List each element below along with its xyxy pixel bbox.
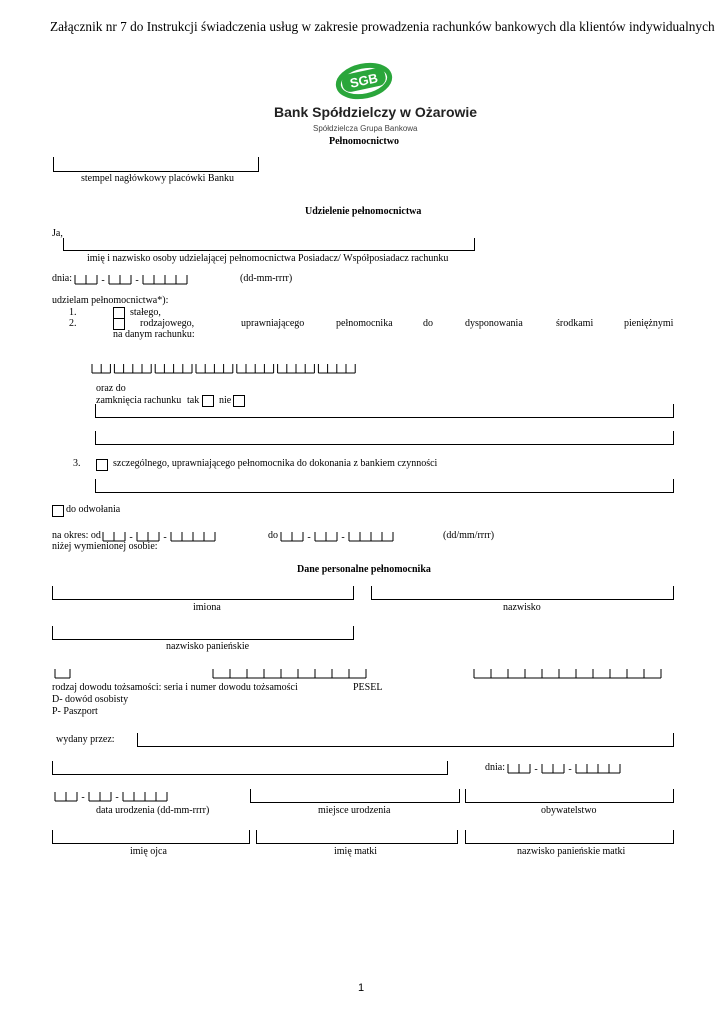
issuer-extra-field[interactable] [52, 761, 448, 775]
issue-date-cells[interactable] [508, 762, 673, 774]
bank-name: Bank Spółdzielczy w Ożarowie [274, 104, 478, 120]
first-names-caption: imiona [193, 602, 221, 613]
stamp-field[interactable] [53, 157, 259, 172]
opt2-extra-field-1[interactable] [95, 404, 674, 418]
grant-label: udzielam pełnomocnictwa*): [52, 295, 169, 306]
annex-title: Załącznik nr 7 do Instrukcji świadczenia usług w zakresie prowadzenia rachunków bankowych dla klientów indywidualnych [50, 19, 715, 34]
opt2-cont: na danym rachunku: [113, 329, 195, 340]
opt2-extra-field-2[interactable] [95, 431, 674, 445]
opt2-word: do [423, 318, 433, 329]
stamp-caption: stempel nagłówkowy placówki Banku [81, 173, 235, 184]
period-format: (dd/mm/rrrr) [443, 530, 495, 541]
period-label: na okres: od [52, 530, 101, 541]
opt1-num: 1. [69, 307, 77, 318]
maiden-name-caption: nazwisko panieńskie [166, 641, 250, 652]
period-to-label: do [268, 530, 278, 541]
section2-title: Dane personalne pełnomocnika [297, 564, 431, 575]
tak-label: tak [187, 395, 200, 406]
cell-separator: - [341, 532, 345, 543]
cell-separator: - [81, 792, 85, 803]
cell-separator: - [163, 532, 167, 543]
grantor-name-field[interactable] [63, 238, 475, 251]
opt2-word: uprawniającego [241, 318, 305, 329]
group-name: Spółdzielcza Grupa Bankowa [313, 124, 418, 133]
issued-by-field[interactable] [137, 733, 674, 747]
mother-maiden-caption: nazwisko panieńskie matki [517, 846, 626, 857]
sgb-logo-icon [334, 62, 394, 104]
oraz-do: oraz do [96, 383, 126, 394]
father-name-field[interactable] [52, 830, 250, 844]
id-p-label: P- Paszport [52, 706, 98, 717]
logo-abbr: SGB [348, 70, 380, 91]
close-account-label: zamknięcia rachunku [96, 395, 182, 406]
birth-date-cells[interactable] [55, 790, 220, 802]
opt3-text: szczególnego, uprawniającego pełnomocnika do dokonania z bankiem czynności [113, 458, 438, 469]
birth-date-caption: data urodzenia (dd-mm-rrrr) [96, 805, 210, 816]
period-to-cells[interactable] [281, 530, 446, 542]
first-names-field[interactable] [52, 586, 354, 600]
grant-date-cells[interactable] [75, 273, 240, 285]
opt2-word: pełnomocnika [336, 318, 393, 329]
id-number-cells[interactable] [213, 667, 373, 679]
opt2-word: rodzajowego, [140, 318, 195, 329]
opt3-field[interactable] [95, 479, 674, 493]
opt3-checkbox[interactable] [96, 459, 108, 471]
cell-separator: - [307, 532, 311, 543]
opt3-num: 3. [73, 458, 81, 469]
cell-separator: - [101, 275, 105, 286]
issue-date-label: dnia: [485, 762, 505, 773]
issued-by-label: wydany przez: [56, 734, 115, 745]
pesel-label: PESEL [353, 682, 383, 693]
cell-separator: - [135, 275, 139, 286]
ja-label: Ja, [52, 228, 63, 239]
date-format: (dd-mm-rrrr) [240, 273, 293, 284]
section1-title: Udzielenie pełnomocnictwa [305, 206, 422, 217]
citizenship-field[interactable] [465, 789, 674, 803]
cell-separator: - [568, 764, 572, 775]
father-name-caption: imię ojca [130, 846, 167, 857]
id-type-label: rodzaj dowodu tożsamości: seria i numer dowodu tożsamości [52, 682, 298, 693]
cell-separator: - [129, 532, 133, 543]
id-type-cell[interactable] [55, 667, 75, 679]
below-person: niżej wymienionej osobie: [52, 541, 158, 552]
opt2-word: środkami [556, 318, 594, 329]
mother-name-field[interactable] [256, 830, 458, 844]
document-title: Pełnomocnictwo [329, 136, 399, 147]
opt2-word: dysponowania [465, 318, 523, 329]
opt1-text: stałego, [130, 307, 161, 318]
nie-label: nie [219, 395, 232, 406]
revocation-label: do odwołania [66, 504, 121, 515]
grantor-caption: imię i nazwisko osoby udzielającej pełnomocnictwa Posiadacz/ Współposiadacz rachunku [87, 253, 449, 264]
cell-separator: - [115, 792, 119, 803]
revocation-checkbox[interactable] [52, 505, 64, 517]
birth-place-field[interactable] [250, 789, 460, 803]
id-d-label: D- dowód osobisty [52, 694, 129, 705]
account-number-cells[interactable] [92, 362, 562, 374]
birth-place-caption: miejsce urodzenia [318, 805, 391, 816]
date-label: dnia: [52, 273, 72, 284]
pesel-cells[interactable] [474, 667, 674, 679]
mother-maiden-field[interactable] [465, 830, 674, 844]
mother-name-caption: imię matki [334, 846, 378, 857]
cell-separator: - [534, 764, 538, 775]
opt2-num: 2. [69, 318, 77, 329]
maiden-name-field[interactable] [52, 626, 354, 640]
surname-field[interactable] [371, 586, 674, 600]
opt2-word: pieniężnymi [624, 318, 674, 329]
surname-caption: nazwisko [503, 602, 541, 613]
page-number: 1 [358, 982, 365, 994]
citizenship-caption: obywatelstwo [541, 805, 597, 816]
